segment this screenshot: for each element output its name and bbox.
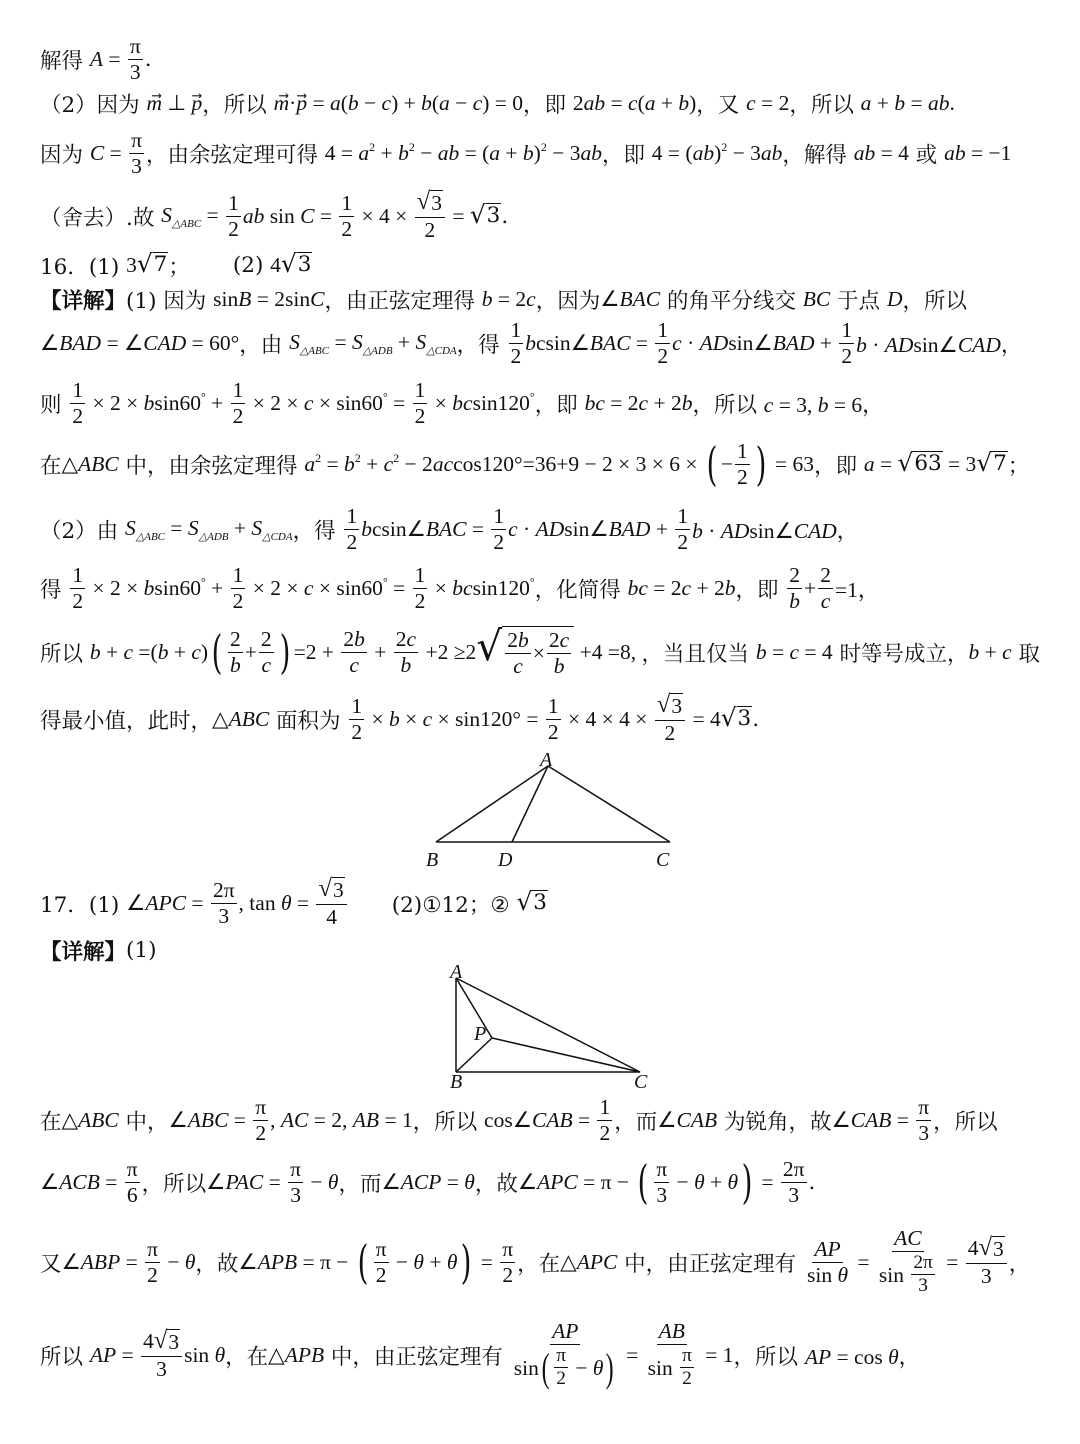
vertex-label-a: A <box>450 962 463 983</box>
solution-line: （舍去）.故 $S_{\triangle ABC}$ = $\frac{1}{2}$ ab sin C = $\frac{1}{2}$ × 4 × √ 3 2 = √ 3 . <box>40 188 509 243</box>
solution-line: ∠BAD = ∠CAD = 60° ，由 $S_{\triangle ABC} = S_{\triangle ADB} + S_{\triangle CDA}$ ，得 $\frac{1}{2}$ bcsin∠BAC = $\frac{1}{2}$ c · ADsin∠BAD + $\frac{1}{2}$ b · ADsin∠CAD， <box>40 317 1023 368</box>
solution-line: 又 ∠ABP = $\frac{\pi}{2}$ − θ ，故 ∠APB = π − ( $\frac{\pi}{2}$ − θ + θ ) = $\frac{\pi}{2}$ ，在 △APC 中，由正弦定理有 $\frac{AP}{\text{sin θ}}$ = AC sin $\frac{2\pi}{3}$ = 4 √ 3 3 ， <box>40 1226 1031 1297</box>
solution-line: ∠ACB = $\frac{\pi}{6}$ ，所以 ∠PAC = $\frac{\pi}{3}$ − θ ，而 ∠ACP = θ ，故 ∠APC = π − ( $\frac{\pi}{3}$ − θ + θ ) = $\frac{2\pi}{3}$ . <box>40 1155 816 1209</box>
solution-line: 则 $\frac{1}{2}$ × 2 × bsin60° + $\frac{1}{2}$ × 2 × c × sin60° = $\frac{1}{2}$ × bcsin120° ，即 bc = 2c + 2b ，所以 c = 3, b = 6， <box>40 377 884 428</box>
answer-line: 17．(1) ∠APC = $\frac{2\pi}{3}$ , tan θ = √ 3 4 (2)①12；② √ 3 <box>40 875 547 930</box>
vertex-label-a: A <box>540 749 553 771</box>
solution-line: 解得 A = $\frac{\pi}{3}$ . <box>40 33 152 84</box>
solution-line: （2）由 $S_{\triangle ABC} = S_{\triangle ADB} + S_{\triangle CDA}$ ，得 $\frac{1}{2}$ bcsin∠BAC = $\frac{1}{2}$ c · ADsin∠BAD + $\frac{1}{2}$ b · ADsin∠CAD， <box>40 503 859 554</box>
solution-line: 得 $\frac{1}{2}$ × 2 × bsin60° + $\frac{1}{2}$ × 2 × c × sin60° = $\frac{1}{2}$ × bcsin120° ，化简得 bc = 2c + 2b ，即 $\frac{2}{b}$ + $\frac{2}{c}$ =1， <box>40 562 880 613</box>
solution-line: （2）因为 m⃗ ⊥ p ，所以 m⃗·p⃗ = a(b − c) + b(a − c) = 0 ，即 2ab = c(a + b) ，又 c = 2 ，所以 a + b = ab. <box>40 90 955 118</box>
vertex-label-c: C <box>656 849 670 871</box>
solution-line: 在 △ABC 中， ∠ABC = $\frac{\pi}{2}$ , AC = 2, AB = 1 ，所以 cos∠CAB = $\frac{1}{2}$ ，而 ∠CAB 为锐角，故 ∠CAB = $\frac{\pi}{3}$ ，所以 <box>40 1094 998 1145</box>
solution-line: 所以 AP = 4 √ 3 3 sin θ ，在 △APB 中，由正弦定理有 AP sin ( $\frac{\pi}{2}$ − θ ) = AB sin $\frac{\pi}{2}$ = 1 ，所以 AP = cos θ， <box>40 1319 921 1390</box>
solution-line: 得最小值，此时， △ABC 面积为 $\frac{1}{2}$ × b × c × sin120° = $\frac{1}{2}$ × 4 × 4 × √ 3 2 = 4 √ 3 . <box>40 691 760 746</box>
triangle-figure-abc <box>420 748 690 872</box>
vertex-label-d: D <box>498 849 513 871</box>
solution-line: 在 △ABC 中，由余弦定理得 $a^2 = b^2 + c^2 - 2accos120^\circ=36+9 - 2 \times 3 \times 6$ × ( − $\frac{1}{2}$ ) = 63 ，即 a = √ 63 = 3 √ 7 ； <box>40 437 1030 491</box>
solution-line: 所以 b + c =(b + c) ( $\frac{2}{b}$ + $\frac{2}{c}$ ) =2 + $\frac{2b}{c}$ + $\frac{2c}{b}$ +2 ≥2 √ $\frac{2b}{c}$ × $\frac{2c}{b}$ +4 =8, ，当且仅当 b = c = 4 时等号成立， b + c 取 <box>40 622 1041 679</box>
vertex-label-c: C <box>634 1071 648 1092</box>
vertex-label-p: P <box>474 1023 487 1045</box>
solution-line: 【详解】 (1) 因为 sinB = 2sinC ，由正弦定理得 b = 2c ，因为 ∠BAC 的角平分线交 BC 于点 D ，所以 <box>40 286 967 314</box>
fraction: $\frac{\pi}{3}$ <box>131 127 142 178</box>
answer-line: 16．(1) 3 √ 7 ； (2) 4 √ 3 <box>40 249 312 280</box>
vertex-label-b: B <box>450 1071 463 1092</box>
vertex-label-b: B <box>426 849 439 871</box>
solution-line: 因为 C = $\frac{\pi}{3}$ ，由余弦定理可得 $4 = a^2 + b^2$ − ab = $(a + b)^2 - 3ab$ ，即 4 = (ab)$^2$ − 3ab ，解得 ab = 4 或 ab = −1 <box>40 127 1012 178</box>
triangle-figure-abcp <box>440 962 660 1092</box>
fraction: $\frac{\pi}{3}$ <box>129 33 141 84</box>
solution-line: 【详解】 (1) <box>40 937 157 965</box>
